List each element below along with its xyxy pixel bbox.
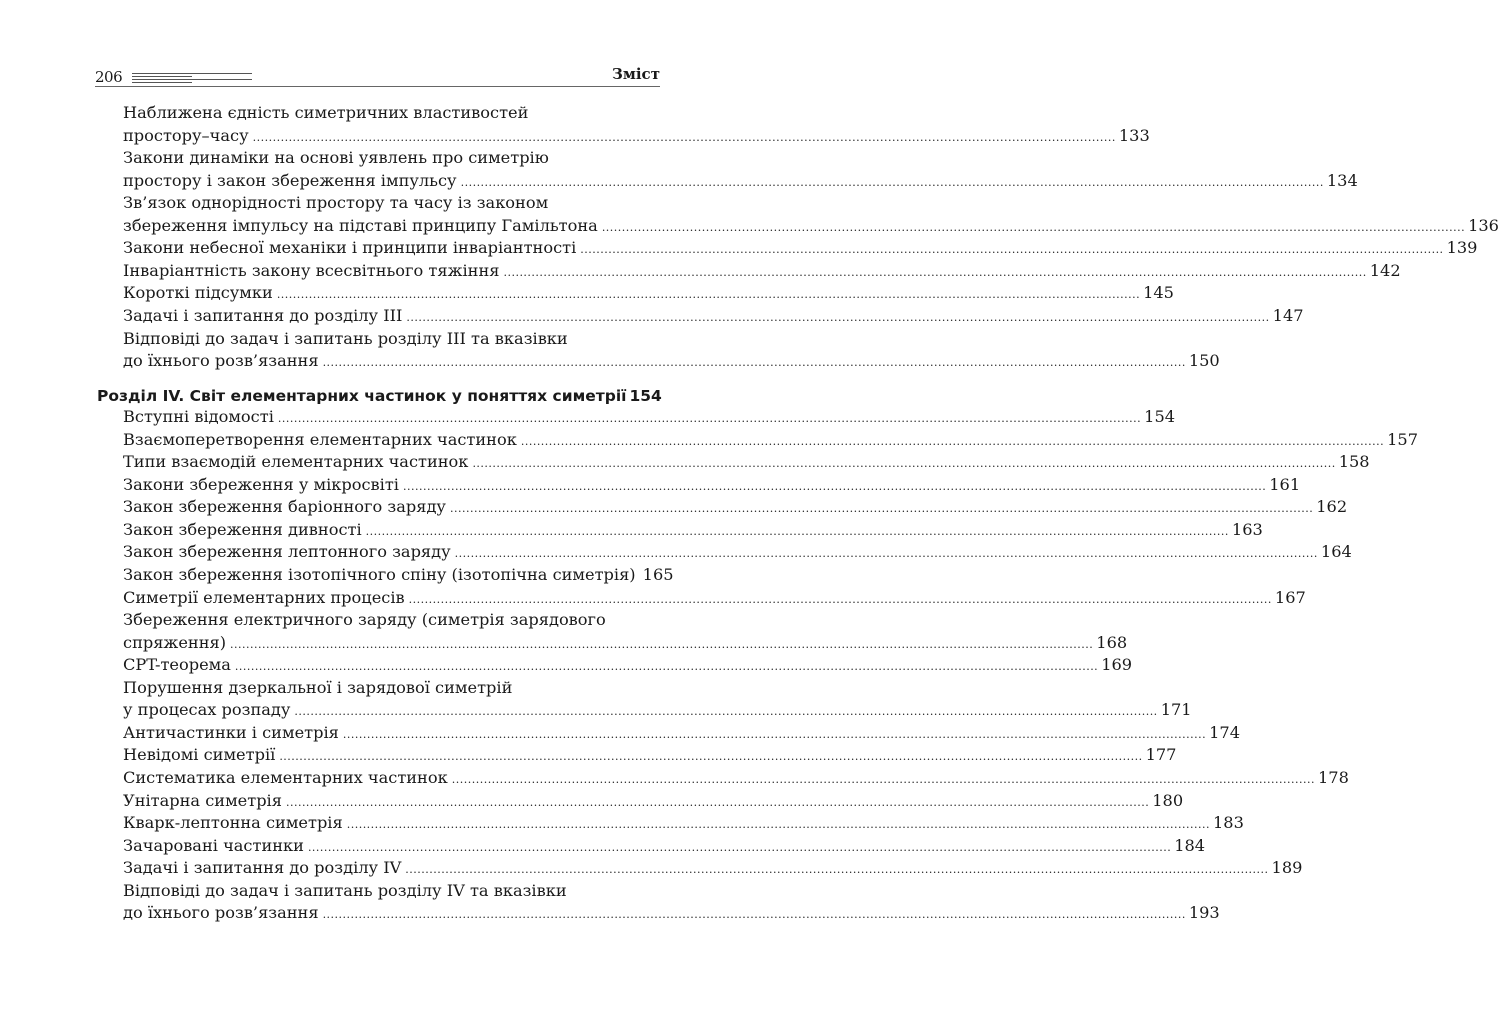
- toc-page-number: 133: [1118, 125, 1150, 145]
- toc-page-number: 136: [1468, 215, 1499, 235]
- dot-leader: [503, 262, 1366, 284]
- toc-entry[interactable]: [123, 722, 1241, 744]
- toc-entry-title: Вступні відомості: [123, 407, 274, 427]
- toc-entry-line: Відповіді до задач і запитань розділу IV та вказівки: [123, 880, 567, 900]
- toc-entry[interactable]: [123, 767, 1349, 789]
- dot-leader: [366, 521, 1229, 543]
- toc-entry-title: до їхнього розв’язання: [123, 351, 319, 371]
- dot-leader: [286, 792, 1149, 814]
- section-title: Зміст: [612, 65, 660, 83]
- toc-entry[interactable]: [123, 654, 1133, 676]
- dot-leader: [602, 217, 1465, 239]
- toc-entry-title: Закон збереження лептонного заряду: [123, 542, 451, 562]
- toc-entry-line: Збереження електричного заряду (симетрія зарядового: [123, 610, 606, 630]
- toc-entry-title: Закони збереження у мікросвіті: [123, 474, 399, 494]
- toc-page-number: 157: [1387, 429, 1418, 449]
- dot-leader: [279, 746, 1142, 768]
- toc-page-number: 164: [1320, 542, 1352, 562]
- toc-page-number: 163: [1231, 519, 1263, 539]
- toc-page-number: 171: [1160, 700, 1192, 720]
- toc-entry[interactable]: [123, 282, 1174, 304]
- page-number: 206: [95, 68, 123, 86]
- toc-entry[interactable]: [123, 305, 1304, 327]
- toc-entry-title: до їхнього розв’язання: [123, 903, 319, 923]
- toc-entry[interactable]: [123, 496, 1348, 518]
- toc-entry[interactable]: [123, 170, 1358, 192]
- toc-entry-line: Зв’язок однорідності простору та часу із законом: [123, 193, 549, 213]
- toc-page-number: 184: [1174, 835, 1206, 855]
- toc-entry-title: Симетрії елементарних процесів: [123, 587, 405, 607]
- toc-entry[interactable]: [123, 350, 1220, 372]
- toc-page-number: 139: [1446, 238, 1478, 258]
- toc-entry-title: Зачаровані частинки: [123, 835, 304, 855]
- toc-entry-title: Античастинки і симетрія: [123, 722, 339, 742]
- toc-page-number: 178: [1317, 767, 1349, 787]
- toc-entry[interactable]: [123, 541, 1352, 563]
- dot-leader: [455, 543, 1318, 565]
- toc-entry-title: Закон збереження дивності: [123, 519, 362, 539]
- toc-page-number: 145: [1143, 283, 1174, 303]
- toc-entry-title: Задачі і запитання до розділу IV: [123, 858, 402, 878]
- toc-entry[interactable]: [123, 699, 1192, 721]
- running-header: [95, 64, 660, 88]
- toc-page-number: 189: [1271, 858, 1303, 878]
- toc-page-number: 168: [1096, 632, 1128, 652]
- toc-page-number: 180: [1152, 790, 1184, 810]
- toc-entry[interactable]: [123, 835, 1206, 857]
- toc-entry-line: Наближена єдність симетричних властивостей: [123, 103, 529, 122]
- toc-page-number: 167: [1274, 587, 1306, 607]
- dot-leader: [343, 724, 1206, 746]
- toc-page-number: 183: [1212, 813, 1244, 833]
- toc-page-number: 193: [1188, 903, 1220, 923]
- toc-entry[interactable]: [123, 125, 1150, 147]
- toc-entry[interactable]: [123, 215, 1499, 237]
- dot-leader: [347, 814, 1210, 836]
- toc-entry-line: Відповіді до задач і запитань розділу III та вказівки: [123, 328, 568, 348]
- toc-entry[interactable]: [123, 474, 1301, 496]
- dot-leader: [308, 837, 1171, 859]
- toc-entry[interactable]: [123, 237, 1478, 259]
- dot-leader: [323, 904, 1186, 926]
- toc-entry[interactable]: [123, 744, 1177, 766]
- toc-entry-title: Типи взаємодій елементарних частинок: [123, 452, 469, 472]
- toc-page-number: 147: [1272, 305, 1304, 325]
- dot-leader: [230, 634, 1093, 656]
- toc-entry[interactable]: [123, 429, 1418, 451]
- toc-entry-title: Кварк-лептонна симетрія: [123, 813, 343, 833]
- toc-page-number: 154: [1144, 407, 1176, 427]
- dot-leader: [450, 498, 1313, 520]
- toc-entry-title: збереження імпульсу на підставі принципу Гамільтона: [123, 215, 598, 235]
- toc-page-number: 165: [642, 565, 674, 584]
- dot-leader: [403, 476, 1266, 498]
- dot-leader: [521, 431, 1384, 453]
- toc-entry-title: Задачі і запитання до розділу III: [123, 305, 403, 325]
- dot-leader: [409, 589, 1272, 611]
- toc-entry-title: Закон збереження ізотопічного спіну (ізотопічна симетрія): [123, 565, 636, 584]
- dot-leader: [277, 284, 1140, 306]
- toc-page-number: 177: [1145, 745, 1177, 765]
- toc-page-number: 174: [1209, 722, 1241, 742]
- toc-entry[interactable]: [123, 812, 1244, 834]
- toc-entry-title: Взаємоперетворення елементарних частинок: [123, 429, 517, 449]
- toc-page-number: 169: [1101, 655, 1133, 675]
- toc-page-number: 134: [1326, 170, 1358, 190]
- toc-entry-title: Систематика елементарних частинок: [123, 767, 448, 787]
- dot-leader: [472, 453, 1335, 475]
- toc-page-number: 158: [1338, 452, 1370, 472]
- toc-entry-title: спряження): [123, 632, 227, 652]
- chapter-heading[interactable]: [97, 385, 660, 407]
- toc-entry[interactable]: [123, 790, 1184, 812]
- toc-entry[interactable]: [123, 564, 674, 586]
- dot-leader: [580, 239, 1443, 261]
- toc-entry[interactable]: [123, 451, 1370, 473]
- toc-entry-title: CPT-теорема: [123, 655, 231, 675]
- toc-entry[interactable]: [123, 857, 1303, 879]
- header-divider: [95, 86, 660, 87]
- toc-entry-title: Закон збереження баріонного заряду: [123, 497, 446, 517]
- dot-leader: [323, 352, 1186, 374]
- dot-leader: [235, 656, 1098, 678]
- toc-entry-title: простору–часу: [123, 125, 249, 145]
- toc-entry[interactable]: [123, 632, 1128, 654]
- dot-leader: [406, 307, 1269, 329]
- toc-entry[interactable]: [123, 519, 1263, 541]
- toc-entry-title: Короткі підсумки: [123, 283, 273, 303]
- toc-page-number: 162: [1316, 497, 1348, 517]
- toc-entry-line: Закони динаміки на основі уявлень про симетрію: [123, 148, 549, 168]
- toc-page-number: 161: [1269, 474, 1301, 494]
- toc-entry-title: простору і закон збереження імпульсу: [123, 170, 457, 190]
- toc-entry-title: у процесах розпаду: [123, 700, 291, 720]
- dot-leader: [278, 408, 1141, 430]
- toc-entry[interactable]: [123, 406, 1176, 428]
- dot-leader: [461, 172, 1324, 194]
- dot-leader: [452, 769, 1315, 791]
- toc-entry-title: Закони небесної механіки і принципи інваріантності: [123, 238, 577, 258]
- toc-page-number: 150: [1188, 351, 1220, 371]
- toc-entry-title: Інваріантність закону всесвітнього тяжіння: [123, 260, 500, 280]
- toc-page-number: 154: [629, 386, 662, 405]
- toc-entry-line: Порушення дзеркальної і зарядової симетрій: [123, 677, 513, 697]
- toc-entry-title: Невідомі симетрії: [123, 745, 276, 765]
- dot-leader: [294, 701, 1157, 723]
- toc-entry-title: Розділ IV. Світ елементарних частинок у поняттях симетрії: [97, 386, 627, 405]
- header-ornament: [132, 73, 252, 85]
- toc-entry[interactable]: [123, 587, 1306, 609]
- dot-leader: [253, 127, 1116, 149]
- dot-leader: [405, 859, 1268, 881]
- toc-page-number: 142: [1369, 260, 1401, 280]
- toc-entry[interactable]: [123, 260, 1401, 282]
- toc-entry-title: Унітарна симетрія: [123, 790, 282, 810]
- toc-entry[interactable]: [123, 902, 1220, 924]
